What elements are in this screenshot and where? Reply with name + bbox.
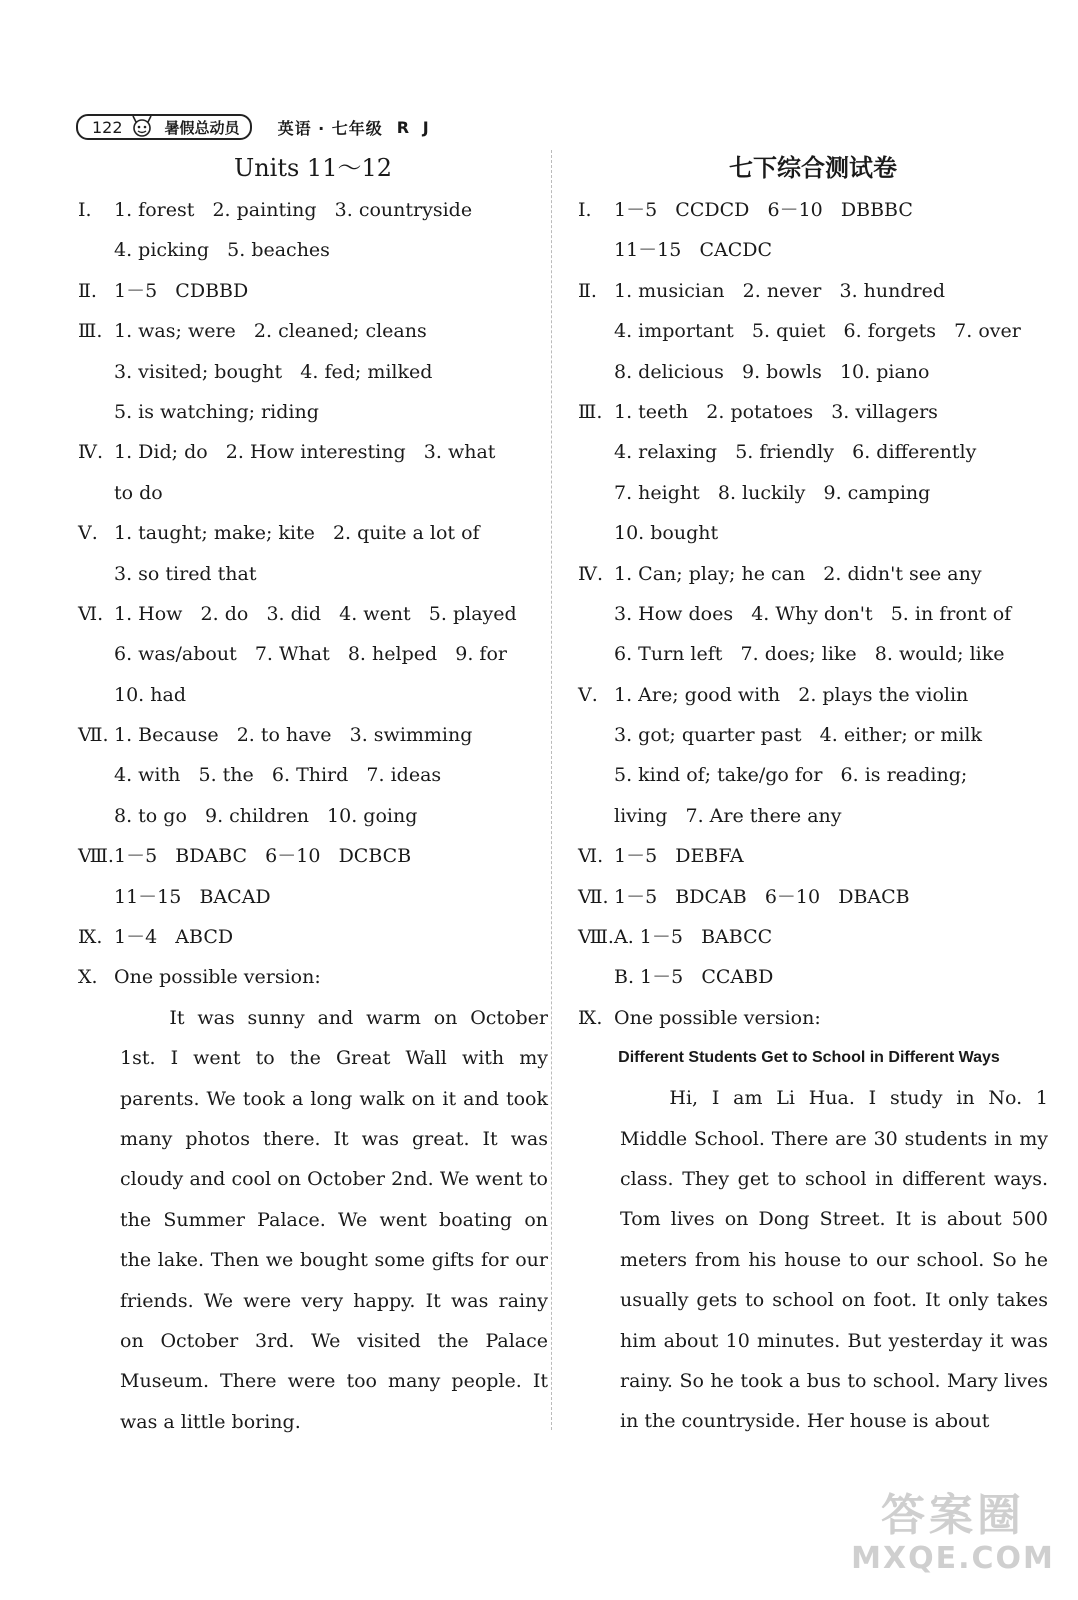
answer-text: 3. How does 4. Why don't 5. in front of (614, 602, 1012, 625)
watermark-en: MXQE.COM (851, 1541, 1055, 1576)
watermark-cn: 答案圈 (881, 1490, 1025, 1541)
answer-line (578, 634, 1048, 674)
answer-line (78, 715, 548, 755)
answer-text: 8. delicious 9. bowls 10. piano (614, 360, 930, 383)
answer-line (78, 513, 548, 553)
answer-text: 1. Are; good with 2. plays the violin (614, 683, 969, 706)
left-column (78, 150, 548, 1442)
answer-line (578, 432, 1048, 472)
subject-label: 英语 · 七年级 (277, 118, 383, 138)
section-numeral: Ⅹ. (78, 966, 98, 989)
answer-line (78, 230, 548, 270)
section-numeral: Ⅳ. (78, 441, 104, 464)
answer-line (578, 836, 1048, 876)
right-section-title: 七下综合测试卷 (729, 154, 897, 182)
page-header (76, 113, 433, 141)
answer-line (578, 594, 1048, 634)
answer-text: 1. Can; play; he can 2. didn't see any (614, 562, 982, 585)
section-numeral: Ⅰ. (578, 199, 592, 221)
answer-text: 5. is watching; riding (114, 400, 319, 423)
book-name: 暑假总动员 (164, 118, 240, 137)
section-numeral: Ⅵ. (78, 602, 104, 625)
answer-text: B. 1－5 CCABD (614, 966, 774, 989)
answer-text: 1. Because 2. to have 3. swimming (114, 724, 473, 747)
mascot-icon (129, 114, 155, 140)
answer-line (578, 675, 1048, 715)
answer-text: 11－15 BACAD (114, 885, 271, 908)
answer-line (578, 917, 1048, 957)
answer-text: 1－5 BDCAB 6－10 DBACB (614, 885, 910, 908)
answer-line (78, 796, 548, 836)
answer-text: 10. bought (614, 522, 719, 545)
left-answer-list (78, 190, 548, 998)
answer-line (78, 634, 548, 674)
section-numeral: Ⅰ. (78, 199, 92, 221)
answer-text: 1. taught; make; kite 2. quite a lot of (114, 522, 480, 545)
column-divider (551, 150, 552, 1430)
section-numeral: Ⅴ. (78, 522, 98, 545)
answer-line (578, 755, 1048, 795)
section-numeral: Ⅷ. (78, 845, 114, 868)
section-numeral: Ⅲ. (78, 320, 103, 343)
watermark-logo (848, 1490, 1058, 1580)
right-essay-title: Different Students Get to School in Different Ways (618, 1049, 1000, 1067)
page-badge (76, 114, 252, 140)
answer-line (578, 554, 1048, 594)
answer-text: living 7. Are there any (614, 804, 842, 827)
answer-text: 1－5 BDABC 6－10 DCBCB (114, 845, 412, 868)
answer-text: 1. Did; do 2. How interesting 3. what (114, 441, 496, 464)
answer-text: 1－5 CDBBD (114, 279, 249, 302)
answer-text: 1－4 ABCD (114, 926, 234, 949)
answer-text: 4. relaxing 5. friendly 6. differently (614, 441, 977, 464)
answer-line (578, 230, 1048, 270)
left-section-title: Units 11～12 (233, 154, 393, 182)
answer-text: 6. was/about 7. What 8. helped 9. for (114, 643, 507, 666)
answer-line (78, 392, 548, 432)
answer-line (578, 513, 1048, 553)
answer-text: One possible version: (614, 1006, 821, 1029)
left-essay-text: It was sunny and warm on October 1st. I went to the Great Wall with my parents. We took a long walk on it and took many photos there. It was great. It was cloudy and cool on October 2nd. We went to the Summer Palace. We went boating on the lake. Then we bought some gifts for our friends. We were very happy. It was rainy on October 3rd. We visited the Palace Museum. There were too many people. It was a little boring. (120, 1006, 548, 1433)
section-numeral: Ⅳ. (578, 562, 604, 585)
answer-text: 1. forest 2. painting 3. countryside (114, 199, 473, 221)
answer-text: 4. picking 5. beaches (114, 239, 330, 262)
answer-text: One possible version: (114, 966, 321, 989)
section-numeral: Ⅸ. (578, 1006, 603, 1029)
answer-line (78, 311, 548, 351)
answer-line (78, 675, 548, 715)
answer-line (578, 190, 1048, 230)
answer-line (78, 271, 548, 311)
answer-text: 8. to go 9. children 10. going (114, 804, 418, 827)
answer-text: 11－15 CACDC (614, 239, 773, 262)
left-essay (78, 998, 548, 1442)
section-numeral: Ⅸ. (78, 926, 103, 949)
answer-text: 1－5 CCDCD 6－10 DBBBC (614, 199, 913, 221)
section-numeral: Ⅲ. (578, 400, 603, 423)
section-numeral: Ⅶ. (78, 724, 109, 747)
section-numeral: Ⅱ. (78, 279, 97, 302)
right-essay (578, 1078, 1048, 1442)
answer-text: 3. so tired that (114, 562, 257, 585)
answer-text: 1. teeth 2. potatoes 3. villagers (614, 400, 938, 423)
answer-text: 1. How 2. do 3. did 4. went 5. played (114, 602, 517, 625)
answer-text: 1－5 DEBFA (614, 845, 744, 868)
right-essay-text: Hi, I am Li Hua. I study in No. 1 Middle School. There are 30 students in my class. They get to school in different ways. Tom lives on Dong Street. It is about 500 meters from his house to our school. So he usually gets to school on foot. It only takes him about 10 minutes. But yesterday it was rainy. So he took a bus to school. Mary lives in the countryside. Her house is about (620, 1087, 1048, 1433)
answer-line (78, 432, 548, 472)
answer-line (578, 998, 1048, 1038)
answer-text: 5. kind of; take/go for 6. is reading; (614, 764, 968, 787)
answer-line (578, 473, 1048, 513)
answer-line (78, 957, 548, 997)
answer-text: 10. had (114, 683, 186, 706)
answer-line (78, 190, 548, 230)
answer-text: 4. important 5. quiet 6. forgets 7. over (614, 320, 1021, 343)
answer-text: 3. got; quarter past 4. either; or milk (614, 724, 983, 747)
answer-text: 1. was; were 2. cleaned; cleans (114, 320, 427, 343)
right-answer-list (578, 190, 1048, 1038)
section-numeral: Ⅴ. (578, 683, 598, 706)
answer-line (578, 311, 1048, 351)
answer-text: 3. visited; bought 4. fed; milked (114, 360, 433, 383)
answer-line (78, 594, 548, 634)
right-column (578, 150, 1048, 1442)
answer-line (578, 957, 1048, 997)
answer-line (78, 877, 548, 917)
answer-text: 6. Turn left 7. does; like 8. would; like (614, 643, 1005, 666)
answer-line (578, 877, 1048, 917)
page-number: 122 (92, 117, 123, 137)
answer-line (78, 836, 548, 876)
section-numeral: Ⅵ. (578, 845, 604, 868)
answer-line (578, 796, 1048, 836)
answer-text: 7. height 8. luckily 9. camping (614, 481, 931, 504)
section-numeral: Ⅷ. (578, 926, 614, 949)
answer-line (78, 352, 548, 392)
answer-line (78, 755, 548, 795)
answer-line (78, 473, 548, 513)
answer-text: 4. with 5. the 6. Third 7. ideas (114, 764, 442, 787)
answer-line (78, 554, 548, 594)
section-numeral: Ⅶ. (578, 885, 609, 908)
answer-text: A. 1－5 BABCC (614, 926, 773, 949)
answer-line (578, 715, 1048, 755)
answer-line (578, 392, 1048, 432)
answer-text: to do (114, 481, 163, 504)
answer-text: 1. musician 2. never 3. hundred (614, 279, 946, 302)
section-numeral: Ⅱ. (578, 279, 597, 302)
answer-line (78, 917, 548, 957)
edition-label: R J (396, 117, 433, 137)
answer-line (578, 352, 1048, 392)
answer-line (578, 271, 1048, 311)
